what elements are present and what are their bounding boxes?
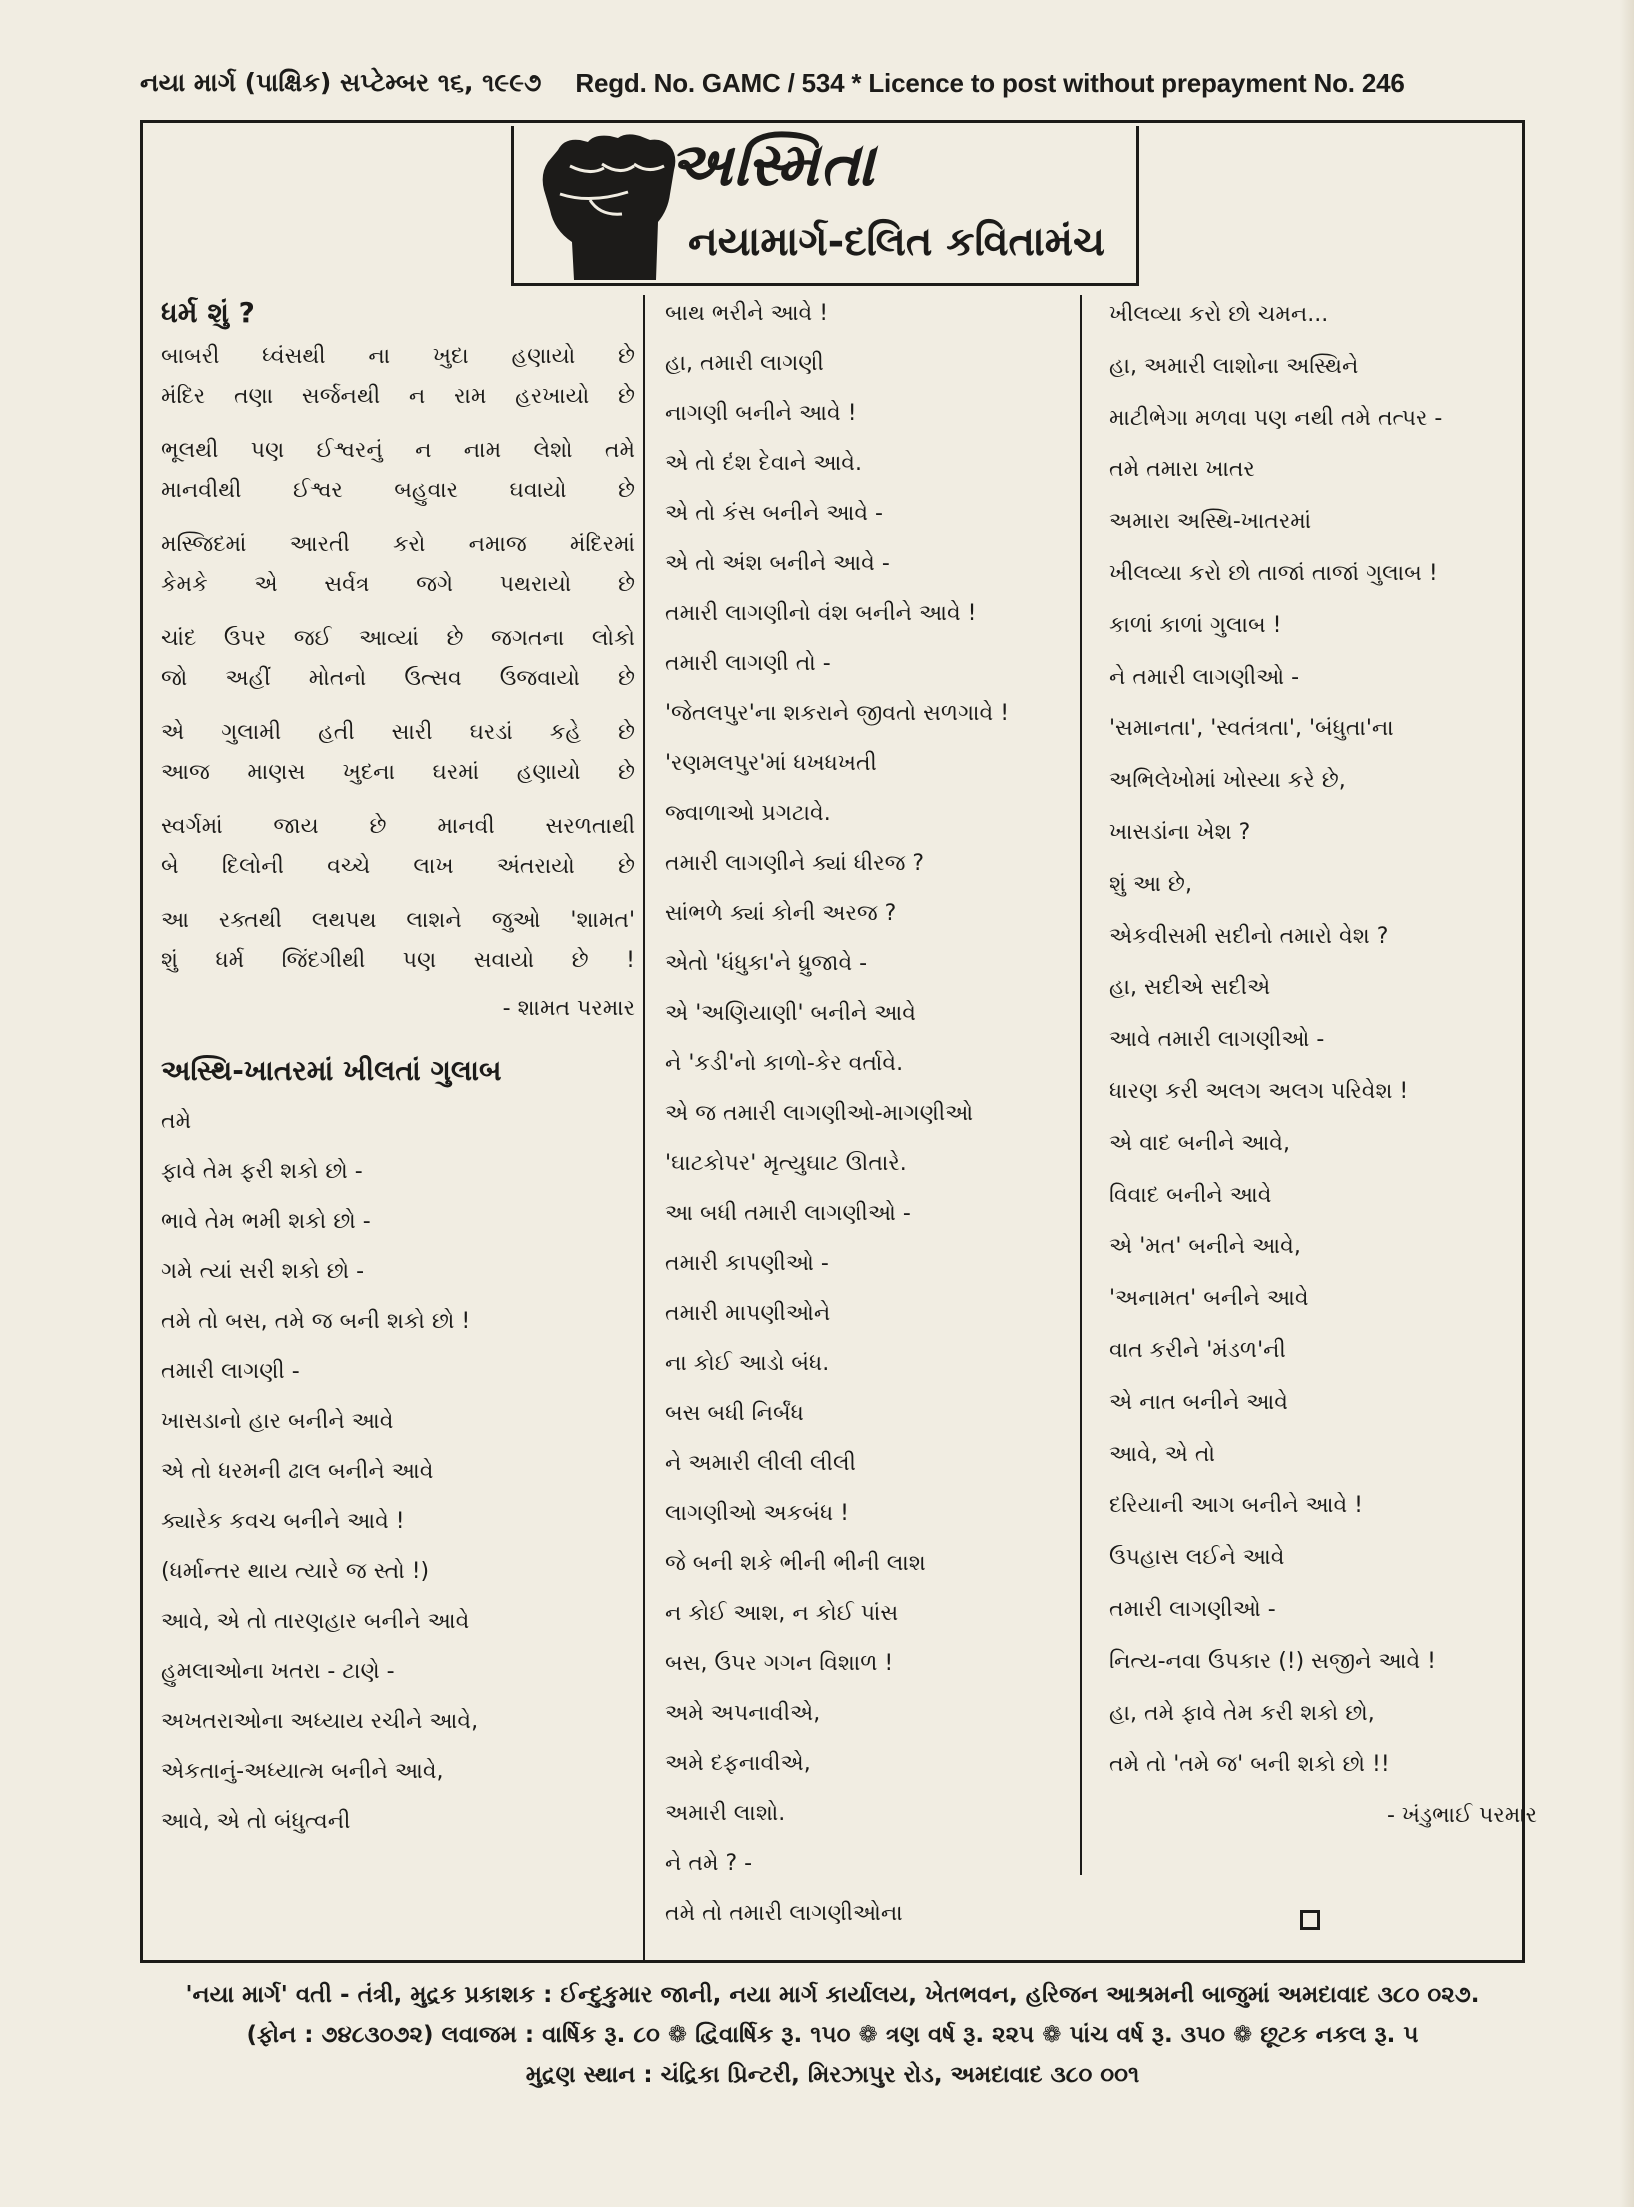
poem-line: મંદિર તણા સર્જનથી ન રામ હરખાયો છે: [161, 384, 635, 409]
column-divider: [643, 295, 645, 1961]
poem-line: આવે, એ તો: [1109, 1441, 1215, 1467]
poem-2-column-1: [161, 1097, 635, 1847]
poem-line: એકતાનું-અધ્યાત્મ બનીને આવે,: [161, 1759, 444, 1784]
poem-line: ભૂલથી પણ ઈશ્વરનું ન નામ લેશો તમે: [161, 438, 635, 463]
end-mark-icon: [1300, 1910, 1320, 1930]
poem-line: ખાસડાનો હાર બનીને આવે: [161, 1409, 394, 1434]
couplet: [161, 901, 635, 981]
poem-line: આવે, એ તો બંધુત્વની: [161, 1809, 351, 1834]
poem-line: તમારી લાગણી તો -: [665, 651, 831, 676]
poem-line: દરિયાની આગ બનીને આવે !: [1109, 1493, 1363, 1519]
poem-line: ના કોઈ આડો બંધ.: [665, 1351, 830, 1376]
couplet: [161, 525, 635, 605]
poem-line: ખાસડાંના ખેશ ?: [1109, 819, 1251, 845]
poem-line: એ ગુલામી હતી સારી ઘરડાં કહે છે: [161, 720, 635, 745]
logo-title: અસ્મિતા: [669, 130, 876, 200]
footer-line-printer: મુદ્રણ સ્થાન : ચંદ્રિકા પ્રિન્ટરી, મિરઝાપુર રોડ, અમદાવાદ ૩૮૦ ૦૦૧: [525, 2062, 1140, 2088]
poem-line: કાળાં કાળાં ગુલાબ !: [1109, 612, 1282, 638]
masthead-line: [140, 58, 1520, 108]
poem-line: તમે તમારા ખાતર: [1109, 457, 1255, 483]
poem-line: તમારી કાપણીઓ -: [665, 1251, 829, 1276]
footer-line-subscription: (ફોન : ૭૪૮૩૦૭૨) લવાજમ : વાર્ષિક રૂ. ૮૦ ❁ દ્વિવાર્ષિક રૂ. ૧૫૦ ❁ ત્રણ વર્ષ રૂ. ૨૨૫ ❁ પાંચ વર્ષ રૂ. ૩૫૦ ❁ છૂટક નકલ રૂ. ૫: [246, 2022, 1419, 2048]
poem-2-title: અસ્થિ-ખાતરમાં ખીલતાં ગુલાબ: [161, 1054, 502, 1087]
poem-line: કેમકે એ સર્વત્ર જગે પથરાયો છે: [161, 572, 635, 597]
raised-fist-icon: [530, 130, 685, 282]
poem-line: જ્વાળાઓ પ્રગટાવે.: [665, 801, 831, 826]
couplet: [161, 337, 635, 417]
poem-line: તમારી લાગણીનો વંશ બનીને આવે !: [665, 601, 977, 626]
poem-line: એકવીસમી સદીનો તમારો વેશ ?: [1109, 923, 1389, 949]
poem-line: હા, અમારી લાશોના અસ્થિને: [1109, 353, 1359, 379]
poem-line: બાબરી ધ્વંસથી ના ખુદા હણાયો છે: [161, 344, 635, 369]
poem-line: ને તમારી લાગણીઓ -: [1109, 664, 1300, 690]
poem-line: એ નાત બનીને આવે: [1109, 1389, 1288, 1415]
poem-1-body: [161, 337, 635, 981]
poem-line: તમારી લાગણીને ક્યાં ધીરજ ?: [665, 851, 925, 876]
poem-line: અમે દફનાવીએ,: [665, 1751, 811, 1776]
poem-line: હા, સદીએ સદીએ: [1109, 975, 1271, 1001]
poem-line: જે બની શકે ભીની ભીની લાશ: [665, 1551, 926, 1576]
page-edge: [1620, 0, 1634, 2207]
poem-line: એ વાદ બનીને આવે,: [1109, 1130, 1291, 1156]
poem-line: લાગણીઓ અકબંધ !: [665, 1501, 849, 1526]
content-frame: [140, 120, 1537, 1963]
poem-2-column-3: [1109, 289, 1519, 1791]
poem-line: અભિલેખોમાં ખોસ્યા કરે છે,: [1109, 768, 1346, 794]
poem-line: ફાવે તેમ ફરી શકો છો -: [161, 1159, 363, 1184]
poem-line: ન કોઈ આશ, ન કોઈ પાંસ: [665, 1601, 899, 1626]
couplet: [161, 431, 635, 511]
poem-line: અમારા અસ્થિ-ખાતરમાં: [1109, 509, 1312, 535]
poem-line: આ રક્તથી લથપથ લાશને જુઓ 'શામત': [161, 908, 635, 933]
poem-line: વાત કરીને 'મંડળ'ની: [1109, 1337, 1286, 1363]
poem-line: નાગણી બનીને આવે !: [665, 401, 857, 426]
poem-line: ભાવે તેમ ભમી શકો છો -: [161, 1209, 371, 1234]
poem-line: અમે અપનાવીએ,: [665, 1701, 821, 1726]
poem-line: બાથ ભરીને આવે !: [665, 301, 829, 326]
column-1: [161, 293, 635, 1847]
poem-line: તમે: [161, 1109, 192, 1134]
poem-line: અમારી લાશો.: [665, 1801, 786, 1826]
poem-line: હા, તમારી લાગણી: [665, 351, 824, 376]
poem-line: મસ્જિદમાં આરતી કરો નમાજ મંદિરમાં: [161, 532, 635, 557]
publisher-footer: [140, 1975, 1525, 2095]
poem-line: એ તો કંસ બનીને આવે -: [665, 501, 883, 526]
poem-line: એ તો ધરમની ઢાલ બનીને આવે: [161, 1459, 434, 1484]
poem-2-author: - ખંડુભાઈ પરમાર: [1386, 1803, 1537, 1829]
poem-1-title: ધર્મ શું ?: [161, 296, 255, 329]
couplet: [161, 713, 635, 793]
poem-line: વિવાદ બનીને આવે: [1109, 1182, 1272, 1208]
poem-line: તમે તો 'તમે જ' બની શકો છો !!: [1109, 1752, 1390, 1778]
poem-line: તમે તો તમારી લાગણીઓના: [665, 1901, 903, 1926]
poem-line: બે દિલોની વચ્ચે લાખ અંતરાયો છે: [161, 854, 635, 879]
poem-line: ને તમે ? -: [665, 1851, 753, 1876]
poem-line: 'અનામત' બનીને આવે: [1109, 1286, 1309, 1312]
poem-line: આજ માણસ ખુદના ઘરમાં હણાયો છે: [161, 760, 635, 785]
poem-line: ઉપહાસ લઈને આવે: [1109, 1545, 1285, 1571]
poem-line: એ તો અંશ બનીને આવે -: [665, 551, 890, 576]
poem-line: 'રણમલપુર'માં ધખધખતી: [665, 751, 877, 776]
poem-line: એ તો દંશ દેવાને આવે.: [665, 451, 862, 476]
poem-line: માટીભેગા મળવા પણ નથી તમે તત્પર -: [1109, 405, 1443, 431]
issue-date: નયા માર્ગ (પાક્ષિક) સપ્ટેમ્બર ૧૬, ૧૯૯૭: [140, 68, 542, 97]
logo-box: [511, 126, 1139, 286]
poem-line: ને 'કડી'નો કાળો-કેર વર્તાવે.: [665, 1051, 904, 1076]
column-divider: [1080, 295, 1082, 1875]
poem-line: આવે તમારી લાગણીઓ -: [1109, 1027, 1325, 1053]
couplet: [161, 619, 635, 699]
poem-line: શું આ છે,: [1109, 871, 1192, 897]
poem-line: હા, તમે ફાવે તેમ કરી શકો છો,: [1109, 1700, 1375, 1726]
poem-line: એ 'અણિયાણી' બનીને આવે: [665, 1001, 916, 1026]
poem-line: ખીલવ્યા કરો છો તાજાં તાજાં ગુલાબ !: [1109, 560, 1438, 586]
poem-1-author: - શામત પરમાર: [502, 996, 635, 1021]
logo-subtitle: નયામાર્ગ-દલિત કવિતામંચ: [688, 219, 1106, 265]
poem-line: તમારી લાગણીઓ -: [1109, 1596, 1276, 1622]
poem-line: એ જ તમારી લાગણીઓ-માગણીઓ: [665, 1101, 974, 1126]
poem-2-column-2: [665, 289, 1080, 1939]
column-2: [665, 289, 1080, 1939]
poem-line: અખતરાઓના અધ્યાય રચીને આવે,: [161, 1709, 479, 1734]
poem-line: ને અમારી લીલી લીલી: [665, 1451, 856, 1476]
poem-line: તમારી માપણીઓને: [665, 1301, 831, 1326]
poem-line: એતો 'ધંધુકા'ને ધ્રુજાવે -: [665, 951, 868, 976]
poem-line: 'જેતલપુર'ના શકરાને જીવતો સળગાવે !: [665, 701, 1010, 726]
poem-line: 'સમાનતા', 'સ્વતંત્રતા', 'બંધુતા'ના: [1109, 716, 1394, 742]
registration-number: Regd. No. GAMC / 534 * Licence to post without prepayment No. 246: [575, 67, 1405, 98]
poem-line: 'ઘાટકોપર' મૃત્યુઘાટ ઊતારે.: [665, 1151, 907, 1176]
poem-line: તમે તો બસ, તમે જ બની શકો છો !: [161, 1309, 471, 1334]
couplet: [161, 807, 635, 887]
column-3: [1109, 289, 1537, 1841]
poem-line: ગમે ત્યાં સરી શકો છો -: [161, 1259, 365, 1284]
poem-line: બસ બધી નિર્બંધ: [665, 1401, 804, 1426]
poem-line: જો અહીં મોતનો ઉત્સવ ઉજવાયો છે: [161, 666, 635, 691]
poem-line: નિત્ય-નવા ઉપકાર (!) સજીને આવે !: [1109, 1648, 1436, 1674]
poem-line: (ધર્માન્તર થાય ત્યારે જ સ્તો !): [161, 1559, 430, 1584]
poem-line: શું ધર્મ જિંદગીથી પણ સવાયો છે !: [161, 948, 635, 973]
poem-line: આવે, એ તો તારણહાર બનીને આવે: [161, 1609, 470, 1634]
poem-line: બસ, ઉપર ગગન વિશાળ !: [665, 1651, 894, 1676]
poem-line: સ્વર્ગમાં જાય છે માનવી સરળતાથી: [161, 814, 635, 839]
footer-line-publisher: 'નયા માર્ગ' વતી - તંત્રી, મુદ્રક પ્રકાશક : ઈન્દુકુમાર જાની, નયા માર્ગ કાર્યાલય, ખેતભવન, હરિજન આશ્રમની બાજુમાં અમદાવાદ ૩૮૦ ૦૨૭.: [185, 1982, 1480, 2008]
poem-line: ખીલવ્યા કરો છો ચમન...: [1109, 302, 1329, 327]
poem-line: ધારણ કરી અલગ અલગ પરિવેશ !: [1109, 1078, 1409, 1104]
poem-line: હુમલાઓના ખતરા - ટાણે -: [161, 1659, 395, 1684]
poem-line: ચાંદ ઉપર જઈ આવ્યાં છે જગતના લોકો: [161, 626, 635, 651]
poem-line: એ 'મત' બનીને આવે,: [1109, 1234, 1301, 1260]
poem-line: આ બધી તમારી લાગણીઓ -: [665, 1201, 911, 1226]
poem-line: સાંભળે ક્યાં કોની અરજ ?: [665, 901, 897, 926]
poem-line: ક્યારેક કવચ બનીને આવે !: [161, 1509, 405, 1534]
poem-line: તમારી લાગણી -: [161, 1359, 300, 1384]
poem-line: માનવીથી ઈશ્વર બહુવાર ઘવાયો છે: [161, 478, 635, 503]
